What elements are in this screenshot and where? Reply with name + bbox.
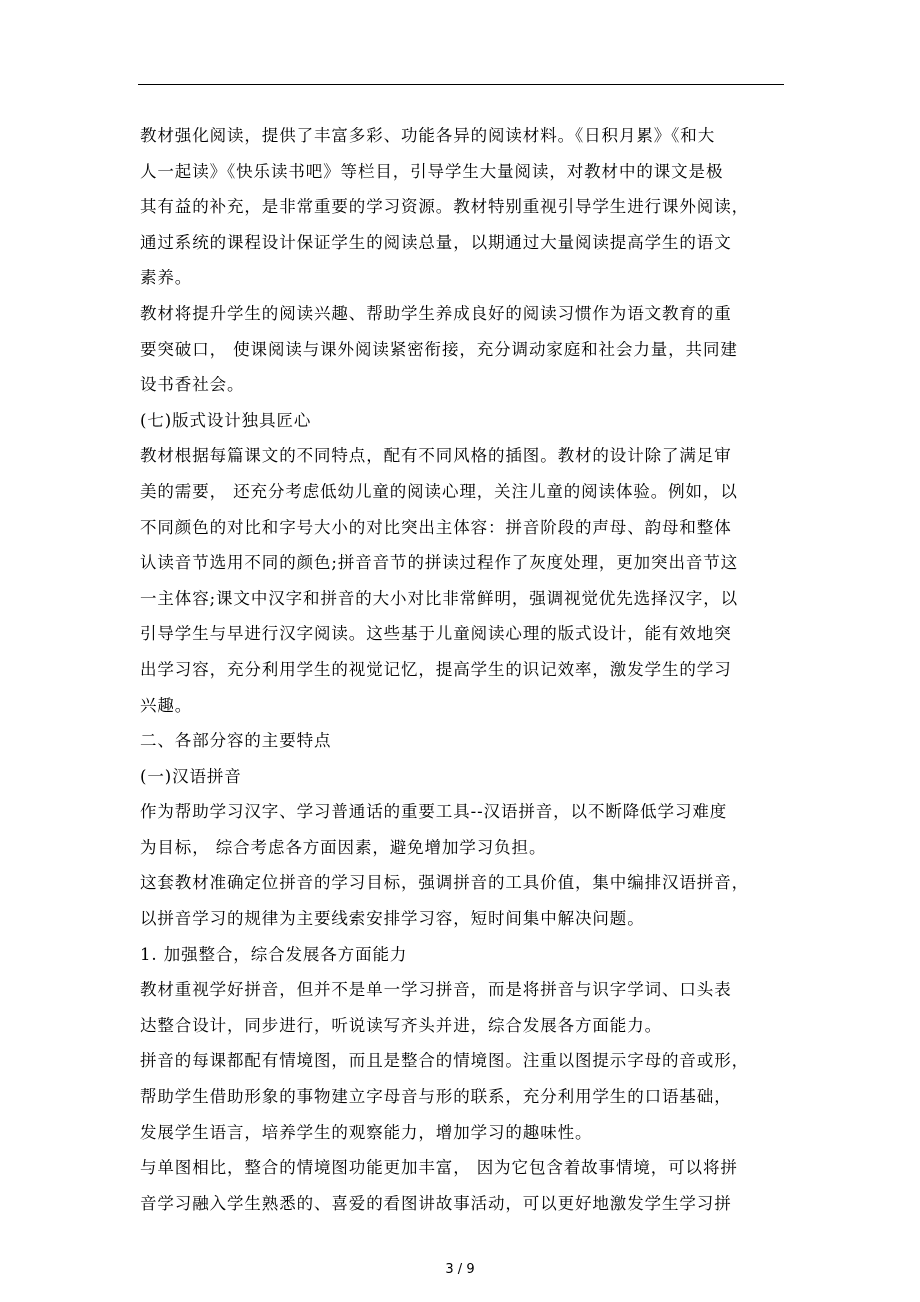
text-line: 教材将提升学生的阅读兴趣、帮助学生养成良好的阅读习惯作为语文教育的重 [140,303,732,323]
text-line: 不同颜色的对比和字号大小的对比突出主体容：拼音阶段的声母、韵母和整体 [140,517,732,537]
paragraph [140,1043,788,1150]
text-line: 出学习容，充分利用学生的视觉记忆，提高学生的识记效率，激发学生的学习 [140,659,732,679]
paragraph [140,937,788,973]
paragraph [140,296,788,403]
text-line: 以拼音学习的规律为主要线索安排学习容，短时间集中解决问题。 [140,909,645,929]
text-line: 引导学生与早进行汉字阅读。这些基于儿童阅读心理的版式设计，能有效地突 [140,624,732,644]
text-line: 为目标， 综合考虑各方面因素，避免增加学习负担。 [140,837,547,857]
paragraph [140,118,788,296]
text-line: 人一起读》《快乐读书吧》等栏目，引导学生大量阅读，对教材中的课文是极 [140,161,724,181]
text-line: 认读音节选用不同的颜色;拼音音节的拼读过程作了灰度处理，更加突出音节这 [140,553,739,573]
paragraph [140,759,788,795]
text-line: (一)汉语拼音 [140,766,242,786]
paragraph [140,723,788,759]
text-line: 发展学生语言，培养学生的观察能力，增加学习的趣味性。 [140,1122,593,1142]
text-line: 美的需要， 还充分考虑低幼儿童的阅读心理，关注儿童的阅读体验。例如，以 [140,481,738,501]
document-body [140,118,788,1221]
text-line: 达整合设计，同步进行，听说读写齐头并进，综合发展各方面能力。 [140,1015,662,1035]
header-rule [138,84,784,85]
text-line: 素养。 [140,268,193,288]
text-line: 通过系统的课程设计保证学生的阅读总量，以期通过大量阅读提高学生的语文 [140,232,732,252]
text-line: 作为帮助学习汉字、学习普通话的重要工具--汉语拼音，以不断降低学习难度 [140,802,728,822]
text-line: 这套教材准确定位拼音的学习目标，强调拼音的工具价值，集中编排汉语拼音， [140,873,749,893]
text-line: 其有益的补充，是非常重要的学习资源。教材特别重视引导学生进行课外阅读， [140,197,749,217]
paragraph [140,794,788,865]
paragraph [140,438,788,723]
paragraph [140,972,788,1043]
text-line: 二、各部分容的主要特点 [140,731,332,751]
text-line: 要突破口， 使课阅读与课外阅读紧密衔接，充分调动家庭和社会力量，共同建 [140,339,738,359]
text-line: 教材强化阅读，提供了丰富多彩、功能各异的阅读材料。《日积月累》《和大 [140,126,716,145]
text-line: 与单图相比，整合的情境图功能更加丰富， 因为它包含着故事情境，可以将拼 [140,1158,738,1178]
page-number: 3 / 9 [445,1262,475,1277]
text-line: 音学习融入学生熟悉的、喜爱的看图讲故事活动，可以更好地激发学生学习拼 [140,1193,732,1213]
text-line: 设书香社会。 [140,375,245,395]
paragraph [140,403,788,439]
text-line: 拼音的每课都配有情境图，而且是整合的情境图。注重以图提示字母的音或形， [140,1051,749,1071]
paragraph [140,1150,788,1221]
text-line: 兴趣。 [140,695,193,715]
text-line: 一主体容;课文中汉字和拼音的大小对比非常鲜明，强调视觉优先选择汉字，以 [140,588,739,608]
text-line: 帮助学生借助形象的事物建立字母音与形的联系，充分利用学生的口语基础， [140,1087,732,1107]
text-line: 教材根据每篇课文的不同特点，配有不同风格的插图。教材的设计除了满足审 [140,446,732,466]
text-line: (七)版式设计独具匠心 [140,410,312,430]
paragraph [140,865,788,936]
text-line: 1. 加强整合，综合发展各方面能力 [140,944,408,964]
text-line: 教材重视学好拼音，但并不是单一学习拼音，而是将拼音与识字学词、口头表 [140,980,732,1000]
